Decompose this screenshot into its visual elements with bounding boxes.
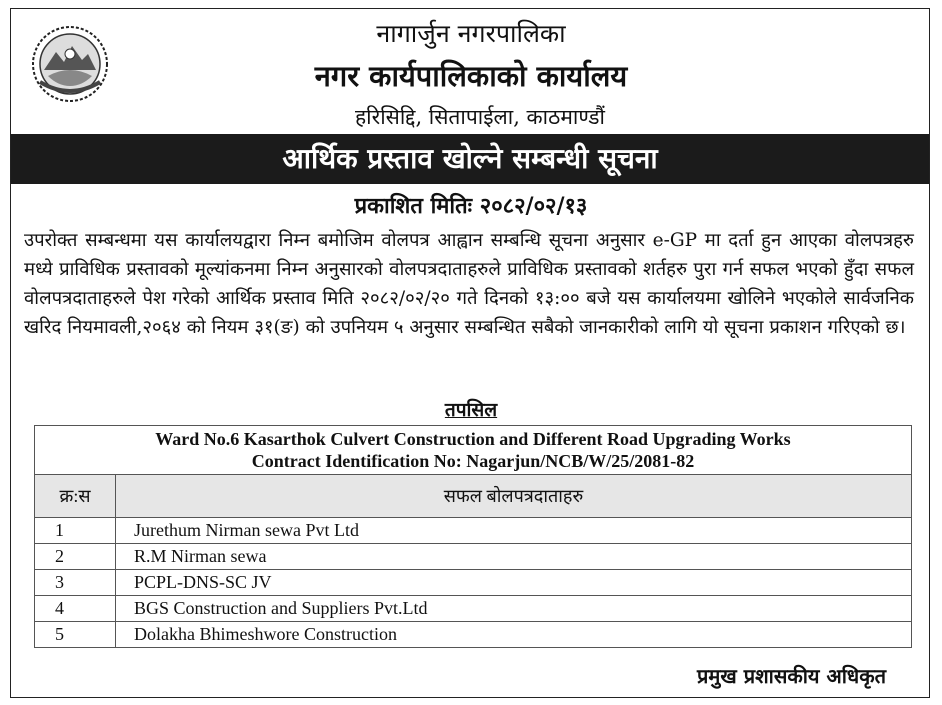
column-header-bidders: सफल बोलपत्रदाताहरु — [116, 475, 912, 518]
contract-id: Contract Identification No: Nagarjun/NCB/W/25/2081-82 — [251, 451, 695, 471]
row-bidder: PCPL-DNS-SC JV — [116, 570, 912, 596]
office-address: हरिसिद्दि, सितापाईला, काठमाण्डौं — [355, 105, 605, 129]
office-name: नगर कार्यपालिकाको कार्यालय — [314, 59, 628, 93]
published-date: प्रकाशित मितिः २०८२/०२/१३ — [354, 193, 588, 219]
row-sn: 3 — [35, 570, 116, 596]
row-sn: 5 — [35, 622, 116, 648]
signature-title: प्रमुख प्रशासकीय अधिकृत — [697, 664, 886, 688]
row-bidder: BGS Construction and Suppliers Pvt.Ltd — [116, 596, 912, 622]
notice-title: आर्थिक प्रस्ताव खोल्ने सम्बन्धी सूचना — [11, 134, 929, 184]
annex-label: तपसिल — [444, 399, 498, 421]
row-bidder: R.M Nirman sewa — [116, 544, 912, 570]
row-sn: 1 — [35, 518, 116, 544]
contract-header — [35, 426, 912, 475]
bidders-table — [34, 425, 912, 648]
contract-title: Ward No.6 Kasarthok Culvert Construction and Different Road Upgrading Works — [155, 429, 791, 449]
notice-body: उपरोक्त सम्बन्धमा यस कार्यालयद्वारा निम्न बमोजिम वोलपत्र आह्वान सम्बन्धि सूचना अनुसार e-GP मा दर्ता हुन आएका वोलपत्रहरु मध्ये प्राविधिक प्रस्तावको मूल्यांकनमा निम्न अनुसारको वोलपत्रदाताहरुले प्राविधिक प्रस्तावको शर्तहरु पुरा गर्न सफल भएको हुँदा सफल वोलपत्रदाताहरुले पेश गरेको आर्थिक प्रस्ताव मिति २०८२/०२/२० गते दिनको १३:०० बजे यस कार्यालयमा खोलिने भएकोले सार्वजनिक खरिद नियमावली,२०६४ को नियम ३१(ङ) को उपनियम ५ अनुसार सम्बन्धित सबैको जानकारीको लागि यो सूचना प्रकाशन गरिएको छ। — [24, 230, 914, 338]
table-row — [35, 544, 912, 570]
table-row — [35, 570, 912, 596]
table-row — [35, 622, 912, 648]
row-bidder: Dolakha Bhimeshwore Construction — [116, 622, 912, 648]
column-header-sn: क्र:स — [35, 475, 116, 518]
municipality-name: नागार्जुन नगरपालिका — [376, 19, 566, 48]
table-row — [35, 518, 912, 544]
row-sn: 2 — [35, 544, 116, 570]
table-row — [35, 596, 912, 622]
row-bidder: Jurethum Nirman sewa Pvt Ltd — [116, 518, 912, 544]
row-sn: 4 — [35, 596, 116, 622]
